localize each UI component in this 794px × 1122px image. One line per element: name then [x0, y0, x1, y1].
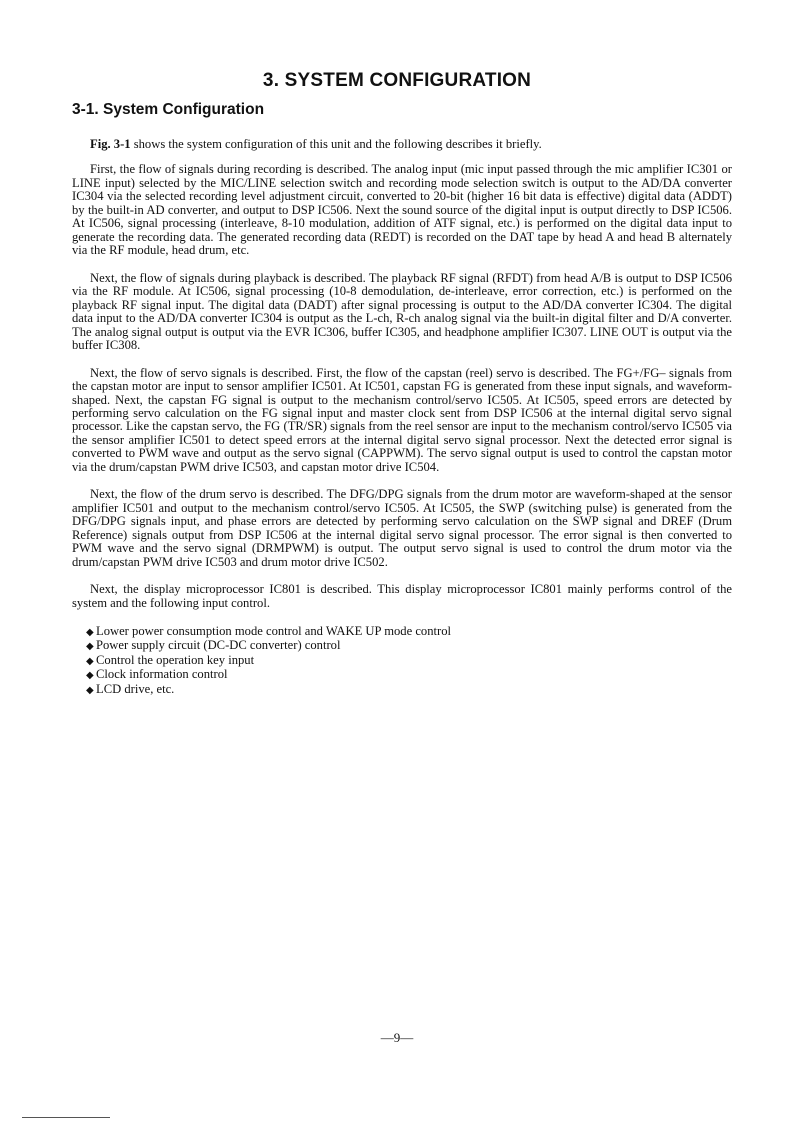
paragraph-recording: First, the flow of signals during recording is described. The analog input (mic input passed through the mic amplifier IC301 or LINE input) selected by the MIC/LINE selection switch and recording mode selection switch is output to the AD/DA converter IC304 via the selected recording level adjustment circuit, converted to 20-bit (higher 16 bit data is effective) digital data (ADDT) by the built-in AD converter, and output to DSP IC506. Next the sound source of the digital input is output directly to DSP IC506. At IC506, signal processing (interleave, 8-10 modulation, addition of ATF signal, etc.) is performed on the digital data input to generate the recording data. The generated recording data (REDT) is recorded on the DAT tape by head A and head B alternately via the RF module, head drum, etc.	[72, 162, 732, 258]
list-item-text: Power supply circuit (DC-DC converter) control	[96, 638, 341, 653]
list-item	[86, 624, 732, 638]
list-item	[86, 653, 732, 667]
list-item-text: Lower power consumption mode control and WAKE UP mode control	[96, 624, 452, 639]
diamond-bullet-icon: ◆	[86, 627, 94, 639]
paragraph-capstan-servo: Next, the flow of servo signals is described. First, the flow of the capstan (reel) servo is described. The FG+/FG– signals from the capstan motor are input to sensor amplifier IC501. At IC501, capstan FG is generated from these input signals, and waveform-shaped. Next, the capstan FG signal is output to the mechanism control/servo IC505. At IC505, speed errors are detected by performing servo calculation on the FG signal input and master clock sent from DSP IC506 at the internal digital servo signal processor. Like the capstan servo, the FG (TR/SR) signals from the reel sensor are input to the mechanism control/servo IC505 via the sensor amplifier IC501 to detect speed errors at the internal digital servo signal processor. Next the detected error signal is converted to PWM wave and output as the servo signal (CAPPWM). The servo signal output is used to control the capstan motor via the drum/capstan PWM drive IC503, and capstan motor drive IC504.	[72, 365, 732, 474]
page-number: —9—	[380, 1030, 414, 1045]
diamond-bullet-icon: ◆	[86, 684, 94, 696]
diamond-bullet-icon: ◆	[86, 655, 94, 667]
list-item-text: Control the operation key input	[96, 652, 255, 667]
list-item-text: LCD drive, etc.	[96, 681, 175, 696]
diamond-bullet-icon: ◆	[86, 641, 94, 653]
list-item-text: Clock information control	[96, 667, 228, 682]
paragraph-display-microprocessor: Next, the display microprocessor IC801 is described. This display microprocessor IC801 mainly performs control of the system and the following input control.	[72, 582, 732, 610]
intro-paragraph	[72, 138, 732, 151]
list-item	[86, 667, 732, 681]
footer-rule	[22, 1117, 110, 1118]
paragraph-playback: Next, the flow of signals during playback is described. The playback RF signal (RFDT) from head A/B is output to DSP IC506 via the RF module. At IC506, signal processing (10-8 demodulation, de-interleave, error correction, etc.) is performed on the playback RF signal input. The digital data (DADT) after signal processing is output to the AD/DA converter IC304. The digital data input to the AD/DA converter IC304 is output as the L-ch, R-ch analog signal via the built-in digital filter and D/A converter. The analog signal output is output via the EVR IC306, buffer IC305, and headphone amplifier IC307. LINE OUT is output via the buffer IC308.	[72, 270, 732, 353]
section-title: 3-1. System Configuration	[72, 101, 265, 118]
intro-text: shows the system configuration of this unit and the following describes it briefly.	[130, 137, 542, 151]
figure-reference: Fig. 3-1	[90, 137, 131, 151]
control-list	[72, 624, 732, 696]
list-item	[86, 682, 732, 696]
diamond-bullet-icon: ◆	[86, 670, 94, 682]
list-item	[86, 638, 732, 652]
document-body	[72, 138, 732, 696]
main-title: 3. SYSTEM CONFIGURATION	[262, 70, 532, 91]
paragraph-drum-servo: Next, the flow of the drum servo is described. The DFG/DPG signals from the drum motor are waveform-shaped at the sensor amplifier IC501 and output to the mechanism control/servo IC505. At IC505, the SWP (switching pulse) is generated from the DFG/DPG signals input, and phase errors are detected by performing servo calculation on the SWP signal and DREF (Drum Reference) signals output from DSP IC506 at the internal digital servo signal processor. The error signal is then converted to PWM wave and the servo signal (DRMPWM) is output. The output servo signal is used to control the drum motor via the drum/capstan PWM drive IC503 and drum motor drive IC502.	[72, 487, 732, 569]
